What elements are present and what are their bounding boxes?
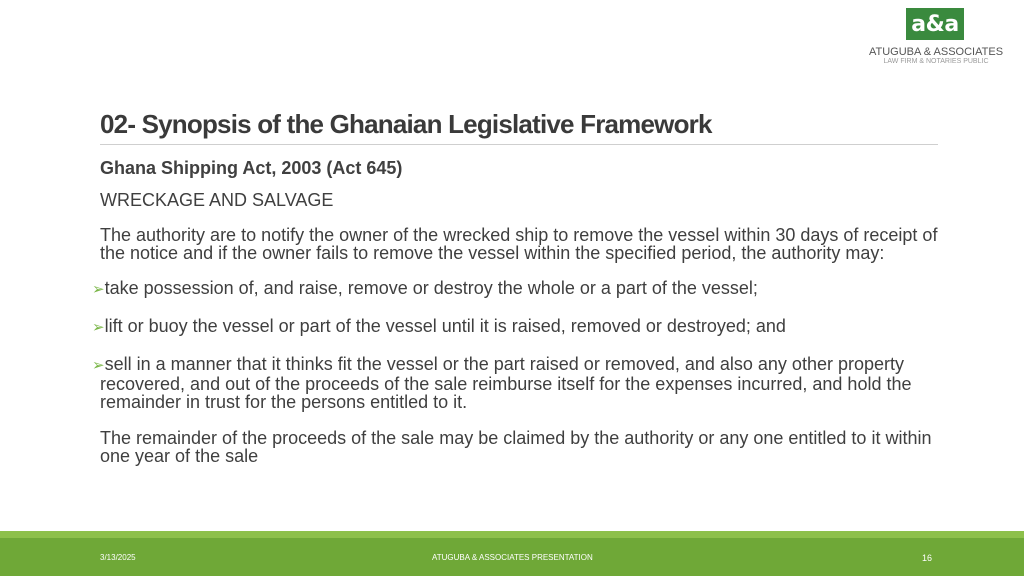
page-number: 16 [922, 553, 933, 563]
footer-date: 3/13/2025 [100, 553, 136, 562]
firm-subtitle: LAW FIRM & NOTARIES PUBLIC [883, 58, 989, 65]
section-heading: WRECKAGE AND SALVAGE [100, 190, 334, 210]
bullet-item [0, 279, 960, 299]
footer-accent-bar [0, 531, 1024, 538]
slide-body [0, 191, 960, 482]
bullet-item [0, 317, 960, 337]
title-divider [100, 144, 938, 145]
bullet-item [0, 355, 960, 411]
arrow-bullet-icon: ➢ [92, 319, 105, 336]
bullet-text: lift or buoy the vessel or part of the vessel until it is raised, removed or destroyed; and [104, 316, 786, 336]
arrow-bullet-icon: ➢ [92, 357, 105, 374]
intro-paragraph: The authority are to notify the owner of the wrecked ship to remove the vessel within 30 days of receipt of the notice and if the owner fails to remove the vessel within the specified period, the authority may: [100, 225, 938, 263]
closing-paragraph: The remainder of the proceeds of the sale may be claimed by the authority or any one entitled to it within one year of the sale [100, 428, 932, 466]
footer-presentation-name: ATUGUBA & ASSOCIATES PRESENTATION [432, 553, 593, 562]
bullet-text: take possession of, and raise, remove or destroy the whole or a part of the vessel; [104, 278, 758, 298]
firm-name: ATUGUBA & ASSOCIATES [868, 46, 1004, 58]
slide-subtitle: Ghana Shipping Act, 2003 (Act 645) [100, 158, 403, 178]
bullet-text: sell in a manner that it thinks fit the vessel or the part raised or removed, and also any other property recovered, and out of the proceeds of the sale reimburse itself for the expenses incurred, and hold the remainder in trust for the persons entitled to it. [100, 354, 912, 412]
slide-title: 02- Synopsis of the Ghanaian Legislative Framework [100, 109, 712, 139]
arrow-bullet-icon: ➢ [92, 281, 105, 298]
firm-logo: a&a [906, 8, 964, 40]
